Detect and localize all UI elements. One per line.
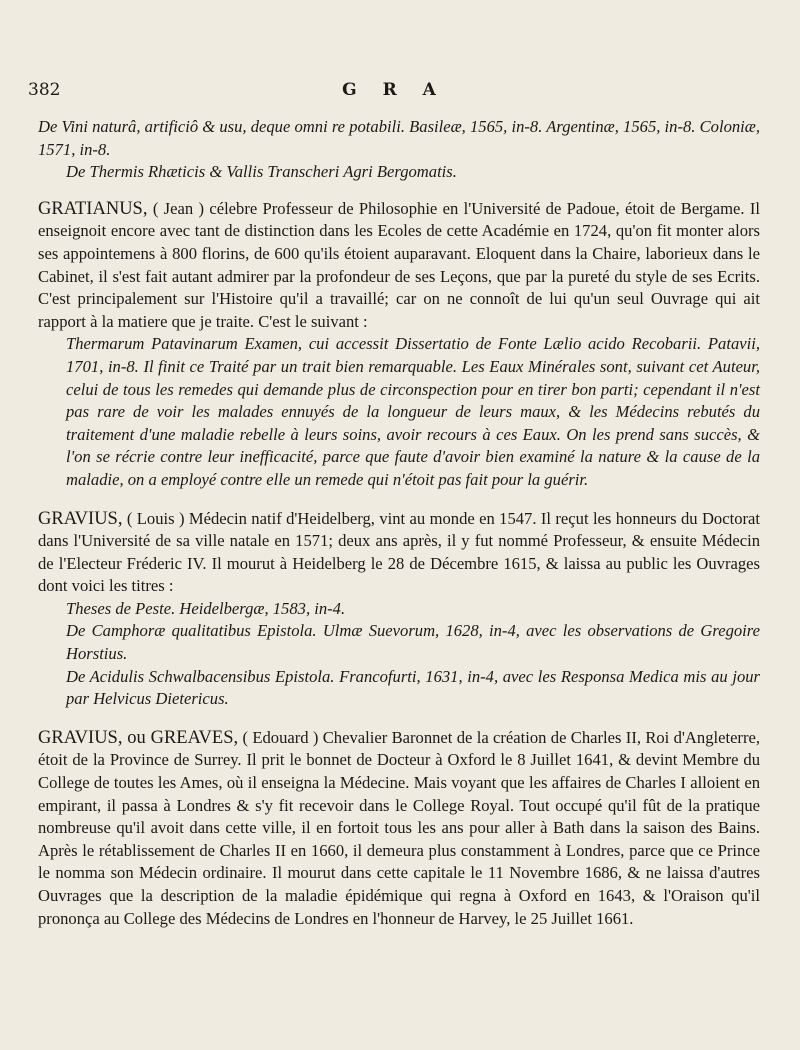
entry-body-text: ( Louis ) Médecin natif d'Heidelberg, vint au monde en 1547. Il reçut les honneurs du Doctorat dans l'Université de sa ville natale en 1571; deux ans après, il y fut nommé Professeur, & ensuite Médecin de l'Electeur Fréderic IV. Il mourut à Heidelberg le 28 de Décembre 1615, & laissa au public les Ouvrages dont voici les titres : [38, 508, 760, 596]
entry-reference: De Acidulis Schwalbacensibus Epistola. Francofurti, 1631, in-4, avec les Responsa Medica mis au jour par Helvicus Dietericus. [66, 666, 760, 709]
entry-headword: GRAVIUS, ou GREAVES, [38, 727, 239, 748]
page-header [28, 80, 760, 106]
intro-reference: De Vini naturâ, artificiô & usu, deque omni re potabili. Basileæ, 1565, in-8. Argentinæ, 1565, in-8. Coloniæ, 1571, in-8. [38, 117, 760, 159]
entry-paragraph [38, 198, 760, 334]
running-head: G R A [342, 80, 446, 100]
entry-body-text: ( Jean ) célebre Professeur de Philosophie en l'Université de Padoue, étoit de Bergame. Il enseignoit encore avec tant de distinction dans les Ecoles de cette Académie en 1724, qu'on fit monter alors ses appointemens à 800 florins, de 600 qu'ils étoient auparavant. Eloquent dans la Chaire, laborieux dans le Cabinet, il s'est fait autant admirer par la profondeur de ses Leçons, que par la pureté du style de ses Ecrits. C'est principalement sur l'Histoire qu'il a travaillé; car on ne connoît de lui qu'un seul Ouvrage qui ait rapport à la matiere que je traite. C'est le suivant : [38, 198, 760, 331]
entry-headword: GRAVIUS, [38, 508, 123, 529]
page-body [38, 116, 760, 930]
page-number: 382 [28, 80, 61, 100]
entry-paragraph [38, 508, 760, 598]
entry-body-text: ( Edouard ) Chevalier Baronnet de la création de Charles II, Roi d'Angleterre, étoit de la Province de Surrey. Il prit le bonnet de Docteur à Oxford le 8 Juillet 1641, & devint Membre du College de toutes les Ames, où il enseigna la Médecine. Mais voyant que les affaires de Charles I alloient en empirant, il passa à Londres & s'y fit recevoir dans le College Royal. Tout occupé qu'il fût de la pratique nombreuse qu'il avoit dans cette ville, il en fortoit tous les ans pour aller à Bath dans la saison des Bains. Après le rétablissement de Charles II en 1660, il demeura plus constamment à Londres, parce que ce Prince le nomma son Médecin ordinaire. Il mourut dans cette capitale le 11 Novembre 1686, & ne laissa d'autres Ouvrages que la description de la maladie épidémique qui regna à Oxford en 1643, & l'Oraison qu'il prononça au College des Médecins de Londres en l'honneur de Harvey, le 25 Juillet 1661. [38, 727, 761, 928]
entry-gratianus [38, 198, 760, 492]
entry-headword: GRATIANUS, [38, 198, 148, 219]
entry-gravius-edouard [38, 727, 760, 930]
entry-reference: De Camphoræ qualitatibus Epistola. Ulmæ Suevorum, 1628, in-4, avec les observations de Gregoire Horstius. [66, 621, 760, 664]
intro-reference: De Thermis Rhæticis & Vallis Transcheri Agri Bergomatis. [66, 162, 457, 182]
entry-reference: Theses de Peste. Heidelbergæ, 1583, in-4. [66, 598, 346, 618]
entry-reference: Thermarum Patavinarum Examen, cui accessit Dissertatio de Fonte Lælio acido Recobarii. Patavii, 1701, in-8. Il finit ce Traité par un trait bien remarquable. Les Eaux Minérales sont, suivant cet Auteur, celui de tous les remedes qui demande plus de circonspection pour en tirer bon parti; cependant il n'est pas rare de voir les malades ennuyés de la longueur de leurs maux, & les Médecins rebutés du traitement d'une maladie rebelle à leurs soins, avoir recours à ces Eaux. On les prend sans succès, & l'on se récrie contre leur inefficacité, parce que faute d'avoir bien examiné la nature & la cause de la maladie, on a employé contre elle un remede qui n'étoit pas fait pour la guérir. [66, 334, 760, 489]
entry-paragraph [38, 727, 760, 930]
entry-gravius-louis [38, 508, 760, 711]
